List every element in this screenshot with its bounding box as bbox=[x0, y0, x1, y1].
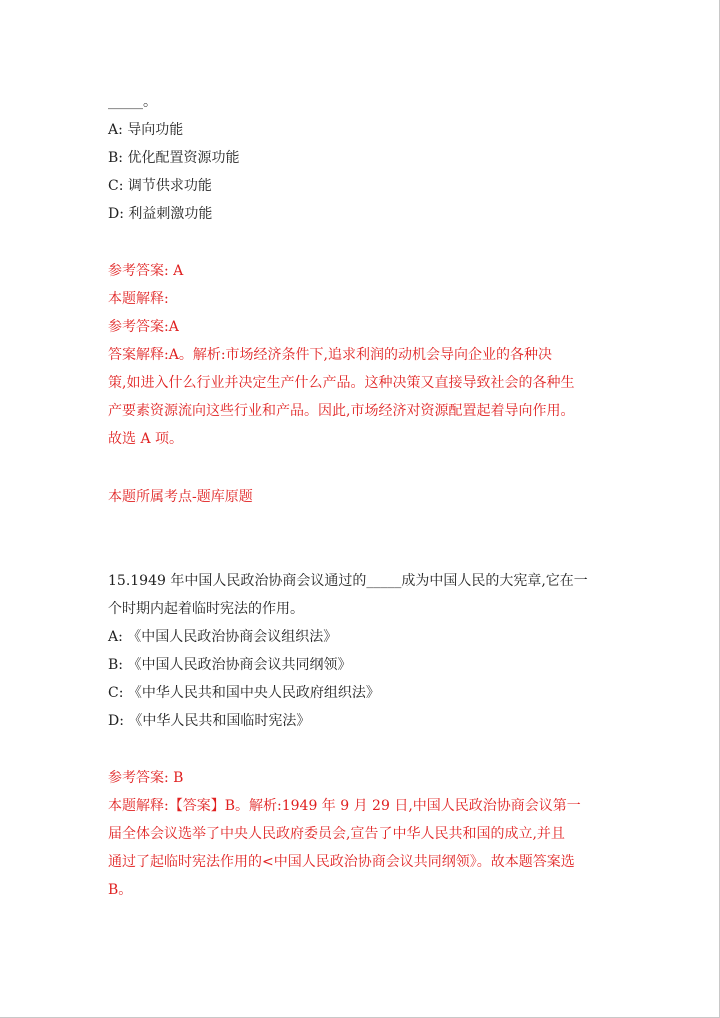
q14-answer-label-2: 参考答案:A bbox=[108, 319, 179, 335]
q15-option-d: D: 《中华人民共和国临时宪法》 bbox=[108, 713, 311, 729]
q14-source: 本题所属考点-题库原题 bbox=[108, 489, 253, 505]
q14-explain-line-2: 策,如进入什么行业并决定生产什么产品。这种决策又直接导致社会的各种生 bbox=[108, 375, 575, 391]
q14-option-c: C: 调节供求功能 bbox=[108, 178, 212, 194]
q14-stem-tail: _____。 bbox=[108, 94, 157, 110]
q15-explain-line-1: 本题解释:【答案】B。解析:1949 年 9 月 29 日,中国人民政治协商会议第一 bbox=[108, 798, 581, 814]
q15-answer-label: 参考答案: B bbox=[108, 770, 184, 786]
q15-option-a: A: 《中国人民政治协商会议组织法》 bbox=[108, 629, 338, 645]
q14-explain-line-1: 答案解释:A。解析:市场经济条件下,追求利润的动机会导向企业的各种决 bbox=[108, 347, 552, 363]
q14-explain-line-3: 产要素资源流向这些行业和产品。因此,市场经济对资源配置起着导向作用。 bbox=[108, 403, 575, 419]
q15-option-c: C: 《中华人民共和国中央人民政府组织法》 bbox=[108, 685, 380, 701]
q15-explain-line-2: 届全体会议选举了中央人民政府委员会,宣告了中华人民共和国的成立,并且 bbox=[108, 826, 565, 842]
q15-explain-line-4: B。 bbox=[108, 882, 133, 898]
q14-explain-line-4: 故选 A 项。 bbox=[108, 431, 184, 447]
q14-answer-label: 参考答案: A bbox=[108, 263, 184, 279]
q15-option-b: B: 《中国人民政治协商会议共同纲领》 bbox=[108, 657, 352, 673]
q15-explain-line-3: 通过了起临时宪法作用的<中国人民政治协商会议共同纲领》。故本题答案选 bbox=[108, 854, 575, 870]
q15-stem-line-1: 15.1949 年中国人民政治协商会议通过的_____成为中国人民的大宪章,它在一 bbox=[108, 573, 588, 589]
q14-option-d: D: 利益刺激功能 bbox=[108, 206, 213, 222]
q14-option-b: B: 优化配置资源功能 bbox=[108, 150, 240, 166]
q14-option-a: A: 导向功能 bbox=[108, 122, 184, 138]
q15-stem-line-2: 个时期内起着临时宪法的作用。 bbox=[108, 601, 304, 617]
q14-explain-label: 本题解释: bbox=[108, 291, 169, 307]
